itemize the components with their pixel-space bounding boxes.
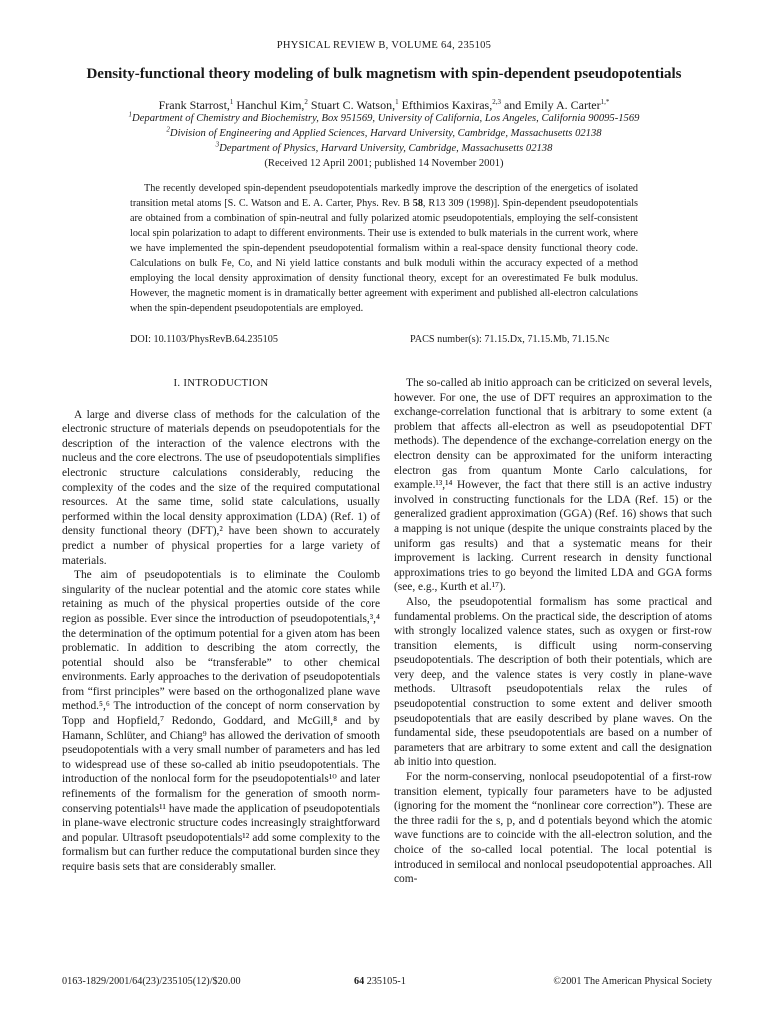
footer-volume: 64 bbox=[354, 976, 365, 987]
doi[interactable]: DOI: 10.1103/PhysRevB.64.235105 bbox=[130, 334, 278, 345]
paragraph: A large and diverse class of methods for the calculation of the electronic structure of materials depends on pseudopotentials for the description of the interaction of the valence electrons with the nucleus and the core electrons. The use of pseudopotentials simplifies electronic structure calculations considerably, reducing the complexity of the codes and the size of the required computational resources. At the same time, solid state calculations, usually performed within the local density approximation (LDA) (Ref. 1) of density functional theory (DFT),² have been shown to accurately predict a number of physical properties for a large variety of materials. bbox=[62, 408, 381, 567]
affiliation-number: 3 bbox=[215, 140, 220, 149]
author-affiliation-marker: 2,3 bbox=[492, 98, 501, 106]
footer-copyright: ©2001 The American Physical Society bbox=[553, 976, 712, 987]
abstract-volume: 58 bbox=[412, 198, 423, 209]
author-name: Hanchul Kim, bbox=[236, 98, 305, 112]
affiliation-3 bbox=[40, 140, 728, 154]
author-name: Efthimios Kaxiras, bbox=[401, 98, 493, 112]
abstract bbox=[130, 181, 638, 316]
author-affiliation-marker: 2 bbox=[304, 98, 308, 106]
pacs-numbers: PACS number(s): 71.15.Dx, 71.15.Mb, 71.15.Nc bbox=[410, 334, 610, 345]
affiliation-number: 1 bbox=[128, 110, 133, 119]
footer-code: 0163-1829/2001/64(23)/235105(12)/$20.00 bbox=[62, 976, 241, 987]
affiliation-text: Division of Engineering and Applied Sciences, Harvard University, Cambridge, Massachusetts 02138 bbox=[169, 128, 602, 139]
abstract-part: , R13 309 (1998)]. Spin-dependent pseudopotentials are obtained from a combination of spin-neutral and fully polarized atomic pseudopotentials, employing the self-consistent local spin polarization to adapt to different environments. Their use is extended to bulk materials in the current work, where we have implemented the spin-dependent pseudopotential formalism within a real-space density functional theory code. Calculations on bulk Fe, Co, and Ni yield lattice constants and bulk moduli within the accuracy expected of a method employing the local density approximation of density functional theory, except for an overestimated Fe bulk modulus. However, the magnetic moment is in dramatically better agreement with experiment and published all-electron calculations when the spin-dependent pseudopotentials are employed. bbox=[130, 198, 638, 314]
received-dates: (Received 12 April 2001; published 14 November 2001) bbox=[264, 158, 504, 169]
abstract-text bbox=[130, 181, 638, 316]
author-affiliation-marker: 1,* bbox=[600, 98, 610, 106]
author-name: Frank Starrost, bbox=[158, 98, 230, 112]
affiliation-number: 2 bbox=[166, 125, 170, 134]
paragraph: The aim of pseudopotentials is to eliminate the Coulomb singularity of the nuclear potential and the atomic core states while retaining as much of the physical properties outside of the core region as possible. Ever since the introduction of pseudopotentials,³,⁴ the determination of the optimum potential for a given atom has been problematic. In addition to describing the atom correctly, the potential should also be “transferable” to other chemical environments. Early approaches to the derivation of pseudopotentials from “first principles” were based on the orthogonalized plane wave method.⁵,⁶ The introduction of the concept of norm conservation by Topp and Hopfield,⁷ Redondo, Goddard, and McGill,⁸ and by Hamann, Schlüter, and Chiang⁹ has allowed the derivation of smooth pseudopotentials with a very small number of parameters and has led to widespread use of these so-called ab initio pseudopotentials. The introduction of the nonlocal form for the pseudopotentials¹⁰ and later refinements of the formalism for the generation of smooth norm-conserving potentials¹¹ have made the application of pseudopotentials in plane-wave electronic structure codes increasingly straightforward and popular. Ultrasoft pseudopotentials¹² add some complexity to the formalism but can further reduce the computational burden since they require basis sets that are considerably smaller. bbox=[62, 569, 380, 873]
author-affiliation-marker: 1 bbox=[395, 98, 399, 106]
running-head: PHYSICAL REVIEW B, VOLUME 64, 235105 bbox=[276, 40, 492, 51]
affiliation-text: Department of Physics, Harvard University, Cambridge, Massachusetts 02138 bbox=[219, 143, 553, 154]
paper-title: Density-functional theory modeling of bulk magnetism with spin-dependent pseudopotentials bbox=[86, 66, 682, 82]
section-heading: I. INTRODUCTION bbox=[173, 377, 269, 389]
paragraph: For the norm-conserving, nonlocal pseudopotential of a first-row transition element, typically four parameters have to be adjusted (ignoring for the moment the “nonlinear core correction”). These are the three radii for the s, p, and d potentials beyond which the atomic wave functions are to coincide with the all-electron solution, and the choice of the so-called local potential. The local potential is introduced in semilocal and nonlocal pseudopotential approaches. All com- bbox=[394, 771, 712, 886]
paragraph: The so-called ab initio approach can be criticized on several levels, however. For one, the use of DFT requires an approximation to the exchange-correlation functional that is arbitrary to some extent (a problem that affects all-electron as well as pseudopotential DFT methods). The dependence of the exchange-correlation energy on the electron density can be approximated for the uniform interacting electron gas from quantum Monte Carlo calculations, for example.¹³,¹⁴ However, the fact that there still is an active industry involved in constructing functionals for the LDA (Ref. 15) or the generalized gradient approximation (GGA) (Ref. 16) shows that such a mapping is not unique (despite the unique constraints placed by the uniform gas results) and that a systematic means for their improvement is lacking. Current research in density functional approximations tries to go beyond the limited LDA and GGA forms (see, e.g., Kurth et al.¹⁷). bbox=[394, 377, 712, 594]
left-column bbox=[62, 376, 380, 875]
affiliation-text: Department of Chemistry and Biochemistry, Box 951569, University of California, Los Angeles, California 90095-1569 bbox=[132, 113, 640, 124]
affiliation-1 bbox=[40, 110, 728, 124]
footer-page-number bbox=[354, 976, 406, 987]
footer-page: 235105-1 bbox=[364, 976, 406, 987]
paragraph: Also, the pseudopotential formalism has some practical and fundamental problems. On the practical side, the description of atoms with strongly localized valence states, such as oxygen or first-row transition elements, is difficult using norm-conserving pseudopotentials. The description of both their potentials, which are very deep, and the valence states is very costly in plane-wave methods. Ultrasoft pseudopotentials relax the rules of pseudopotential construction to some extent and deliver smooth pseudopotentials that are easily described by plane waves. On the fundamental side, these pseudopotentials are based on a number of parameters that are arbitrary to some extent and call the designation ab initio into question. bbox=[394, 595, 712, 769]
right-column bbox=[394, 376, 712, 887]
author-name: Stuart C. Watson, bbox=[310, 98, 396, 112]
abstract-part: The recently developed spin-dependent pseudopotentials markedly improve the description of the energetics of isolated transition metal atoms [S. C. Watson and E. A. Carter, Phys. Rev. B bbox=[130, 183, 638, 209]
author-affiliation-marker: 1 bbox=[229, 98, 234, 106]
author-list bbox=[40, 98, 728, 113]
affiliation-2 bbox=[40, 125, 728, 139]
author-name: and Emily A. Carter bbox=[503, 98, 601, 112]
